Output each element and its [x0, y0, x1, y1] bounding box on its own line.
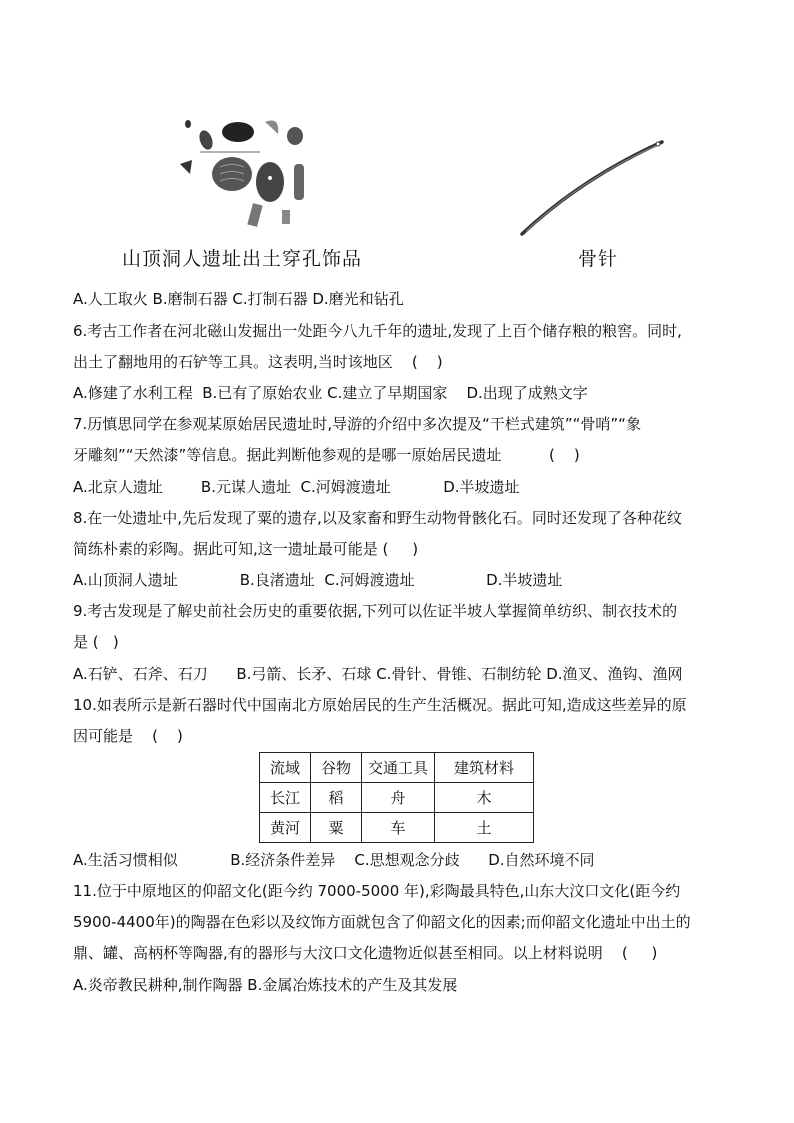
figure-area — [0, 0, 794, 280]
text-line: 是 ( ) — [73, 633, 119, 651]
table-row — [260, 783, 534, 813]
table-header-cell: 谷物 — [311, 753, 362, 783]
text-line: 因可能是 ( ) — [73, 727, 183, 745]
text-line: A.生活习惯相似 B.经济条件差异 C.思想观念分歧 D.自然环境不同 — [73, 851, 595, 869]
table-header-cell: 建筑材料 — [435, 753, 534, 783]
text-line: 11.位于中原地区的仰韶文化(距今约 7000-5000 年),彩陶最具特色,山东大汶口文化(距今约 — [73, 882, 681, 900]
table-cell: 长江 — [260, 783, 311, 813]
text-line: 8.在一处遗址中,先后发现了粟的遗存,以及家畜和野生动物骨骸化石。同时还发现了各种花纹 — [73, 509, 682, 527]
text-line: 牙雕刻”“天然漆”等信息。据此判断他参观的是哪一原始居民遗址 ( ) — [73, 446, 580, 464]
table-cell: 稻 — [311, 783, 362, 813]
table-cell: 粟 — [311, 813, 362, 843]
text-line: 9.考古发现是了解史前社会历史的重要依据,下列可以佐证半坡人掌握简单纺织、制衣技术的 — [73, 602, 678, 620]
bone-needle-caption: 骨针 — [578, 248, 619, 270]
text-line: A.炎帝教民耕种,制作陶器 B.金属冶炼技术的产生及其发展 — [73, 976, 458, 994]
text-line: A.修建了水利工程 B.已有了原始农业 C.建立了早期国家 D.出现了成熟文字 — [73, 384, 588, 402]
text-line: A.北京人遗址 B.元谋人遗址 C.河姆渡遗址 D.半坡遗址 — [73, 478, 520, 496]
table-header-cell: 交通工具 — [362, 753, 435, 783]
ornaments-caption: 山顶洞人遗址出土穿孔饰品 — [122, 248, 363, 270]
bone-needle-image — [512, 128, 672, 246]
table-cell: 车 — [362, 813, 435, 843]
text-line: 10.如表所示是新石器时代中国南北方原始居民的生产生活概况。据此可知,造成这些差异的原 — [73, 696, 687, 714]
table-header-row — [260, 753, 534, 783]
table-cell: 木 — [435, 783, 534, 813]
text-line: A.石铲、石斧、石刀 B.弓箭、长矛、石球 C.骨针、骨锥、石制纺轮 D.渔叉、渔钩、渔网 — [73, 665, 683, 683]
text-line: 出土了翻地用的石铲等工具。这表明,当时该地区 ( ) — [73, 353, 443, 371]
culture-comparison-table — [259, 752, 534, 843]
table-cell: 黄河 — [260, 813, 311, 843]
text-line: 鼎、罐、高柄杯等陶器,有的器形与大汶口文化遗物近似甚至相同。以上材料说明 ( ) — [73, 944, 658, 962]
text-line: A.人工取火 B.磨制石器 C.打制石器 D.磨光和钻孔 — [73, 290, 404, 308]
table-header-cell: 流域 — [260, 753, 311, 783]
table-cell: 土 — [435, 813, 534, 843]
table-cell: 舟 — [362, 783, 435, 813]
text-line: 7.历慎思同学在参观某原始居民遗址时,导游的介绍中多次提及“干栏式建筑”“骨哨”“象 — [73, 415, 641, 433]
text-line: A.山顶洞人遗址 B.良渚遗址 C.河姆渡遗址 D.半坡遗址 — [73, 571, 563, 589]
text-line: 5900-4400年)的陶器在色彩以及纹饰方面就包含了仰韶文化的因素;而仰韶文化遗址中出土的 — [73, 913, 691, 931]
table-row — [260, 813, 534, 843]
perforated-ornaments-image — [170, 112, 320, 230]
text-line: 6.考古工作者在河北磁山发掘出一处距今八九千年的遗址,发现了上百个储存粮的粮窖。同时, — [73, 322, 682, 340]
text-line: 简练朴素的彩陶。据此可知,这一遗址最可能是 ( ) — [73, 540, 419, 558]
